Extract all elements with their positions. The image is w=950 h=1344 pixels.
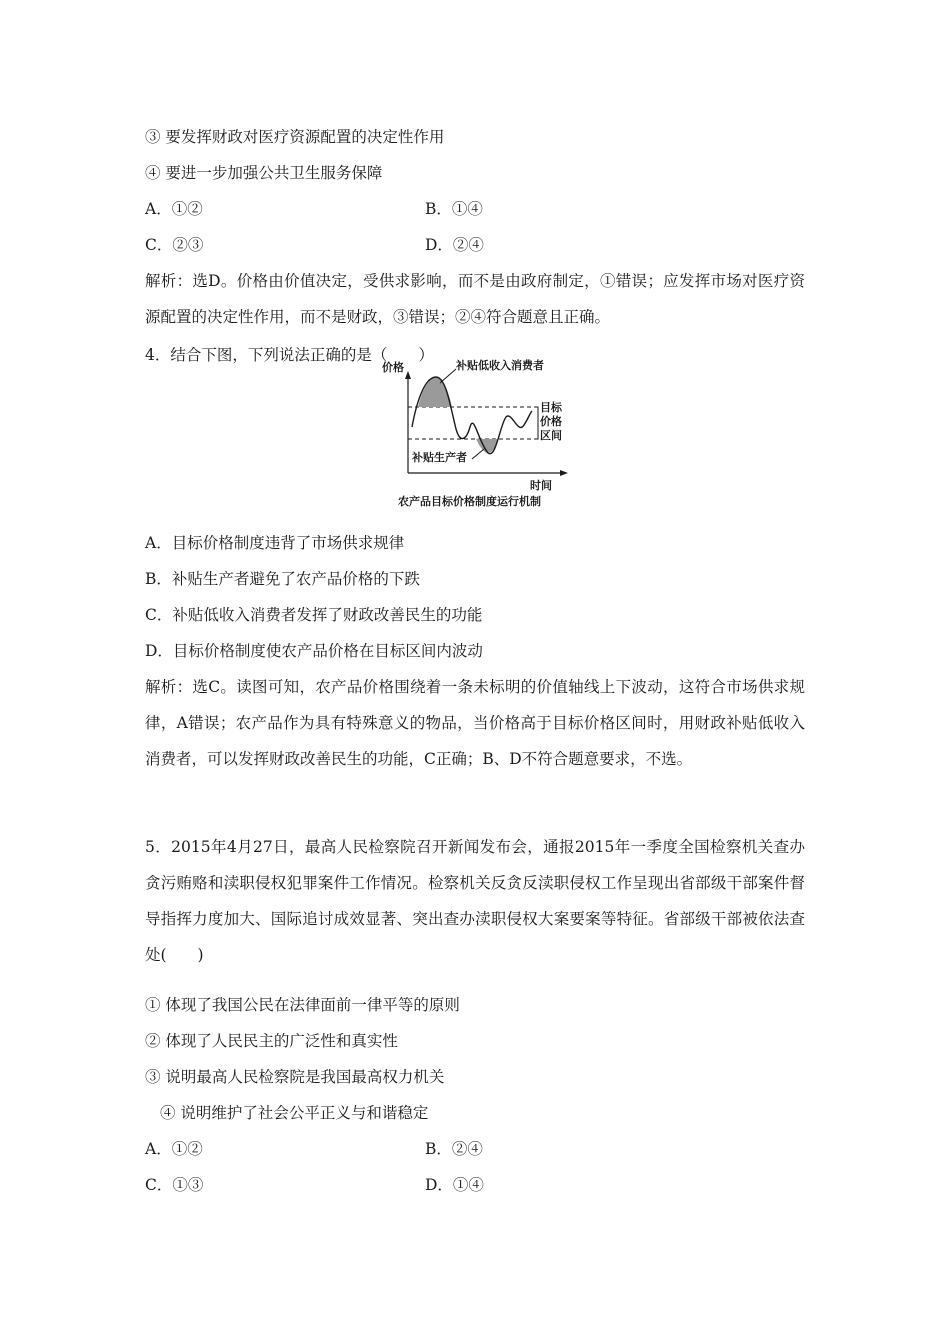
band-label-1: 目标	[540, 401, 562, 414]
q3-choice-b: B．①④	[425, 200, 483, 218]
y-axis-label: 价格	[382, 361, 404, 374]
q5-option-3: ③ 说明最高人民检察院是我国最高权力机关	[145, 1068, 445, 1086]
q5-stem: 5．2015年4月27日，最高人民检察院召开新闻发布会，通报2015年一季度全国检察机关查办贪污贿赂和渎职侵权犯罪案件工作情况。检察机关反贪反渎职侵权工作呈现出省部级干部案件督导指挥力度加大、国际追讨成效显著、突出查办渎职侵权大案要案等特征。省部级干部被依法查处( )	[145, 838, 805, 964]
q3-option-3: ③ 要发挥财政对医疗资源配置的决定性作用	[145, 128, 445, 146]
q4-analysis: 解析：选C。读图可知，农产品价格围绕着一条未标明的价值轴线上下波动，这符合市场供求规律，A错误；农产品作为具有特殊意义的物品，当价格高于目标价格区间时，用财政补贴低收入消费者，可以发挥财政改善民生的功能，C正确；B、D不符合题意要求，不选。	[145, 678, 805, 768]
top-label-leader	[440, 369, 456, 383]
q5-choice-d: D．①④	[425, 1176, 484, 1194]
q4-choice-c: C．补贴低收入消费者发挥了财政改善民生的功能	[145, 606, 483, 624]
q5-option-2: ② 体现了人民民主的广泛性和真实性	[145, 1032, 398, 1050]
x-axis-arrow	[560, 470, 568, 476]
band-bracket	[534, 407, 538, 439]
q3-analysis: 解析：选D。价格由价值决定，受供求影响，而不是由政府制定，①错误；应发挥市场对医疗资源配置的决定性作用，而不是财政，③错误；②④符合题意且正确。	[145, 272, 805, 326]
q3-choice-c: C．②③	[145, 236, 204, 254]
q3-choice-d: D．②④	[425, 236, 484, 254]
q5-choice-a: A．①②	[145, 1140, 203, 1158]
q4-choice-a: A．目标价格制度违背了市场供求规律	[145, 534, 405, 552]
q5-choice-c: C．①③	[145, 1176, 204, 1194]
band-label-2: 价格	[540, 415, 562, 428]
q3-option-4: ④ 要进一步加强公共卫生服务保障	[145, 164, 383, 182]
price-mechanism-diagram	[380, 355, 580, 515]
q5-option-1: ① 体现了我国公民在法律面前一律平等的原则	[145, 996, 460, 1014]
q4-stem: 4．结合下图，下列说法正确的是（ ）	[145, 346, 434, 364]
q5-option-4: ④ 说明维护了社会公平正义与和谐稳定	[160, 1104, 429, 1122]
x-axis-label: 时间	[530, 479, 552, 492]
top-label: 补贴低收入消费者	[456, 359, 544, 372]
q5-choice-b: B．②④	[425, 1140, 483, 1158]
y-axis-arrow	[405, 371, 411, 379]
figure-caption: 农产品目标价格制度运行机制	[398, 495, 541, 508]
bottom-label-leader	[472, 449, 484, 459]
bottom-label: 补贴生产者	[412, 451, 467, 464]
q4-choice-b: B．补贴生产者避免了农产品价格的下跌	[145, 570, 420, 588]
price-mechanism-figure	[380, 355, 580, 515]
band-label-3: 区间	[540, 429, 562, 442]
q3-choice-a: A．①②	[145, 200, 203, 218]
q4-choice-d: D．目标价格制度使农产品价格在目标区间内波动	[145, 642, 483, 660]
